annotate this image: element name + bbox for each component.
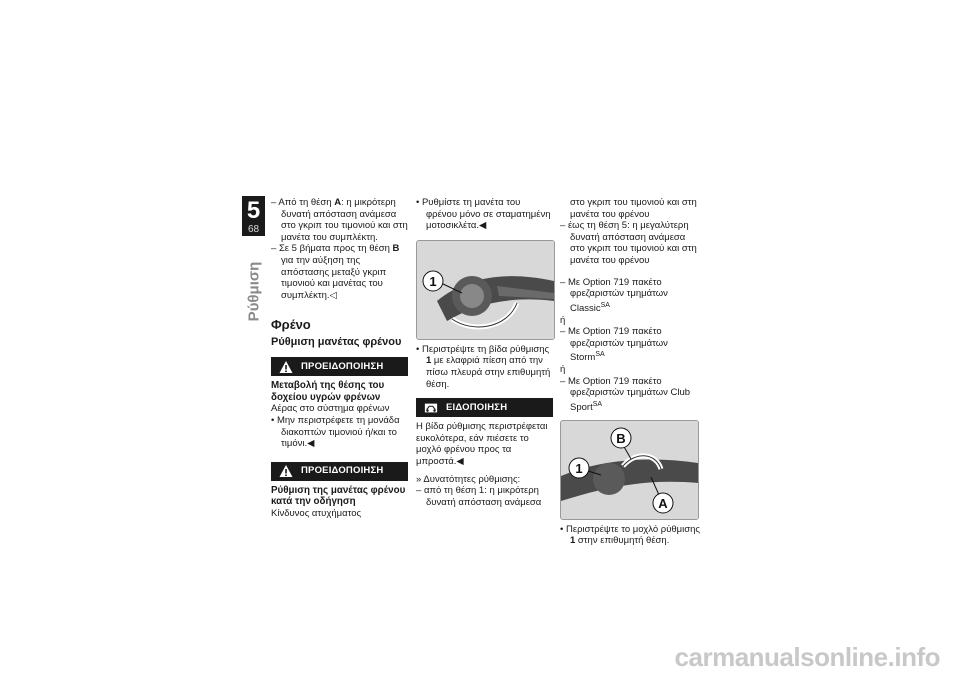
option-item: – Με Option 719 πακέτο φρεζαριστών τμημάτων Storm$^{SA}$ xyxy=(560,326,700,364)
brake-lever-photo xyxy=(416,240,555,340)
warning-banner: ΠΡΟΕΙΔΟΠΟΙΗΣΗ xyxy=(271,357,408,376)
photo-label-1: 1 xyxy=(575,460,583,476)
list-item: • Περιστρέψτε το μοχλό ρύθμισης 1 στην επιθυμητή θέση. xyxy=(560,524,700,547)
column-1 xyxy=(271,197,408,519)
notice-text: Η βίδα ρύθμισης περιστρέφεται ευκολότερα, εάν πιέσετε το μοχλό φρένου προς τα μπροστά.◀ xyxy=(416,421,548,467)
subsection-title: Ρύθμιση μανέτας φρένου xyxy=(271,336,402,349)
watermark: carmanualsonline.info xyxy=(674,642,940,672)
column-3 xyxy=(560,197,700,547)
chapter-number: 5 xyxy=(246,197,261,224)
motorcycle-notice-icon xyxy=(424,401,438,415)
list-item: • Περιστρέψτε τη βίδα ρύθμισης 1 με ελαφριά πίεση από την πίσω πλευρά στην επιθυμητή θέση. xyxy=(416,344,553,390)
list-item: – έως τη θέση 5: η μεγαλύτερη δυνατή απόσταση ανάμεσα στο γκριπ του τιμονιού και στη μανέτα του φρένου xyxy=(560,220,700,266)
warning-icon xyxy=(279,464,293,478)
option-item: – Με Option 719 πακέτο φρεζαριστών τμημάτων Classic$^{SA}$ xyxy=(560,277,700,315)
photo-label-a: A xyxy=(658,495,668,511)
list-item: – από τη θέση 1: η μικρότερη δυνατή απόσταση ανάμεσα xyxy=(416,485,553,508)
warning-text: Αέρας στο σύστημα φρένων xyxy=(271,403,390,415)
or-text: ή xyxy=(560,314,566,326)
list-item: • Ρυθμίστε τη μανέτα του φρένου μόνο σε σταματημένη μοτοσικλέτα.◀ xyxy=(416,197,553,232)
page-number: 68 xyxy=(247,224,260,235)
warning-text: Κίνδυνος ατυχήματος xyxy=(271,507,362,519)
section-title: Φρένο xyxy=(271,317,311,333)
warning-heading: Ρύθμιση της μανέτας φρένου κατά την οδήγηση xyxy=(271,484,406,508)
list-item: » Δυνατότητες ρύθμισης: xyxy=(416,474,553,486)
list-item-continuation: στο γκριπ του τιμονιού και στη μανέτα του φρένου xyxy=(570,197,697,220)
list-item: • Μην περιστρέφετε τη μονάδα διακοπτών τιμονιού ή/και το τιμόνι.◀ xyxy=(271,415,408,450)
warning-heading: Μεταβολή της θέσης του δοχείου υγρών φρένων xyxy=(271,380,385,403)
notice-banner: ΕΙΔΟΠΟΙΗΣΗ xyxy=(416,398,553,417)
photo-label-b: B xyxy=(616,430,626,446)
column-2 xyxy=(416,197,553,508)
list-item: – Σε 5 βήματα προς τη θέση B για την αύξηση της απόστασης μεταξύ γκριπ τιμονιού και μανέτας του συμπλέκτη.◁ xyxy=(271,243,408,301)
warning-icon xyxy=(279,360,293,374)
option-item: – Με Option 719 πακέτο φρεζαριστών τμημάτων Club Sport$^{SA}$ xyxy=(560,376,700,414)
or-text: ή xyxy=(560,364,566,376)
list-item: – Από τη θέση A: η μικρότερη δυνατή απόσταση ανάμεσα στο γκριπ του τιμονιού και στη μανέτα του συμπλέκτη. xyxy=(271,197,408,243)
side-title: Ρύθμιση xyxy=(245,261,263,322)
brake-lever-adjuster-photo xyxy=(560,420,699,520)
warning-banner: ΠΡΟΕΙΔΟΠΟΙΗΣΗ xyxy=(271,462,408,481)
photo-label-1: 1 xyxy=(429,273,437,289)
